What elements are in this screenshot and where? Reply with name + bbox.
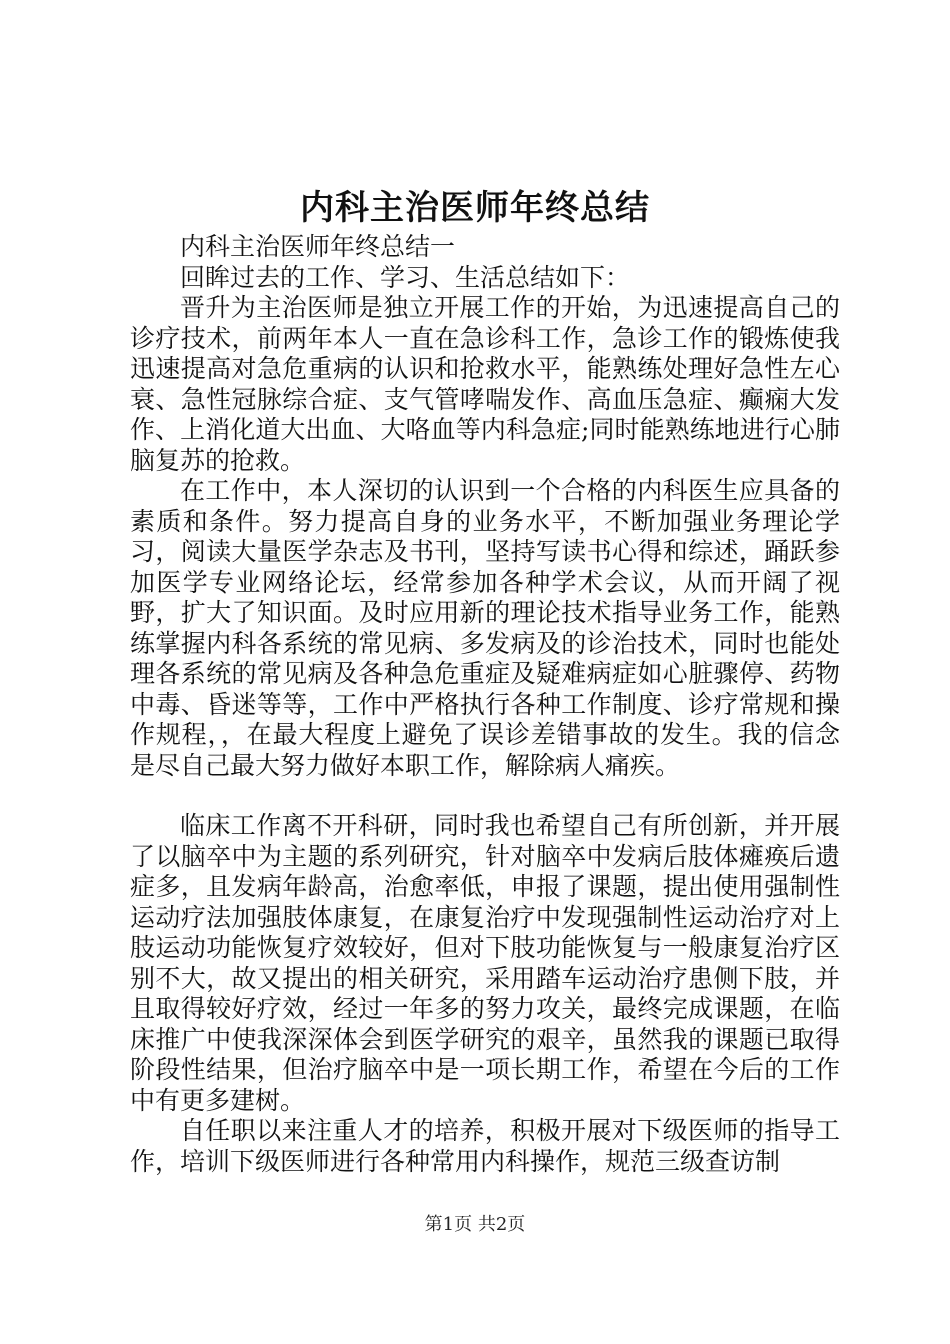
page-number-footer: 第1页 共2页 <box>424 1214 526 1235</box>
paragraph-spacer <box>130 781 840 811</box>
paragraph-training: 自任职以来注重人才的培养，积极开展对下级医师的指导工作，培训下级医师进行各种常用内科操作，规范三级查访制 <box>130 1116 840 1176</box>
paragraph-work: 在工作中，本人深切的认识到一个合格的内科医生应具备的素质和条件。努力提高自身的业务水平，不断加强业务理论学习，阅读大量医学杂志及书刊，坚持写读书心得和综述，踊跃参加医学专业网络论坛，经常参加各种学术会议，从而开阔了视野，扩大了知识面。及时应用新的理论技术指导业务工作，能熟练掌握内科各系统的常见病、多发病及的诊治技术，同时也能处理各系统的常见病及各种急危重症及疑难病症如心脏骤停、药物中毒、昏迷等等，工作中严格执行各种工作制度、诊疗常规和操作规程，，在最大程度上避免了误诊差错事故的发生。我的信念是尽自己最大努力做好本职工作，解除病人痛疾。 <box>130 476 840 780</box>
paragraph-promotion: 晋升为主治医师是独立开展工作的开始，为迅速提高自己的诊疗技术，前两年本人一直在急诊科工作，急诊工作的锻炼使我迅速提高对急危重病的认识和抢救水平，能熟练处理好急性左心衰、急性冠脉综合症、支气管哮喘发作、高血压急症、癫痫大发作、上消化道大出血、大咯血等内科急症;同时能熟练地进行心肺脑复苏的抢救。 <box>130 293 840 475</box>
paragraph-subtitle: 内科主治医师年终总结一 <box>180 232 456 261</box>
paragraph-intro: 回眸过去的工作、学习、生活总结如下： <box>180 262 631 292</box>
document-body <box>130 232 840 1177</box>
document-title: 内科主治医师年终总结 <box>300 188 650 228</box>
paragraph-research: 临床工作离不开科研，同时我也希望自己有所创新，并开展了以脑卒中为主题的系列研究，针对脑卒中发病后肢体瘫痪后遗症多，且发病年龄高，治愈率低，申报了课题，提出使用强制性运动疗法加强肢体康复，在康复治疗中发现强制性运动治疗对上肢运动功能恢复疗效较好，但对下肢功能恢复与一般康复治疗区别不大，故又提出的相关研究，采用踏车运动治疗患侧下肢，并且取得较好疗效，经过一年多的努力攻关，最终完成课题，在临床推广中使我深深体会到医学研究的艰辛，虽然我的课题已取得阶段性结果，但治疗脑卒中是一项长期工作，希望在今后的工作中有更多建树。 <box>130 811 840 1115</box>
